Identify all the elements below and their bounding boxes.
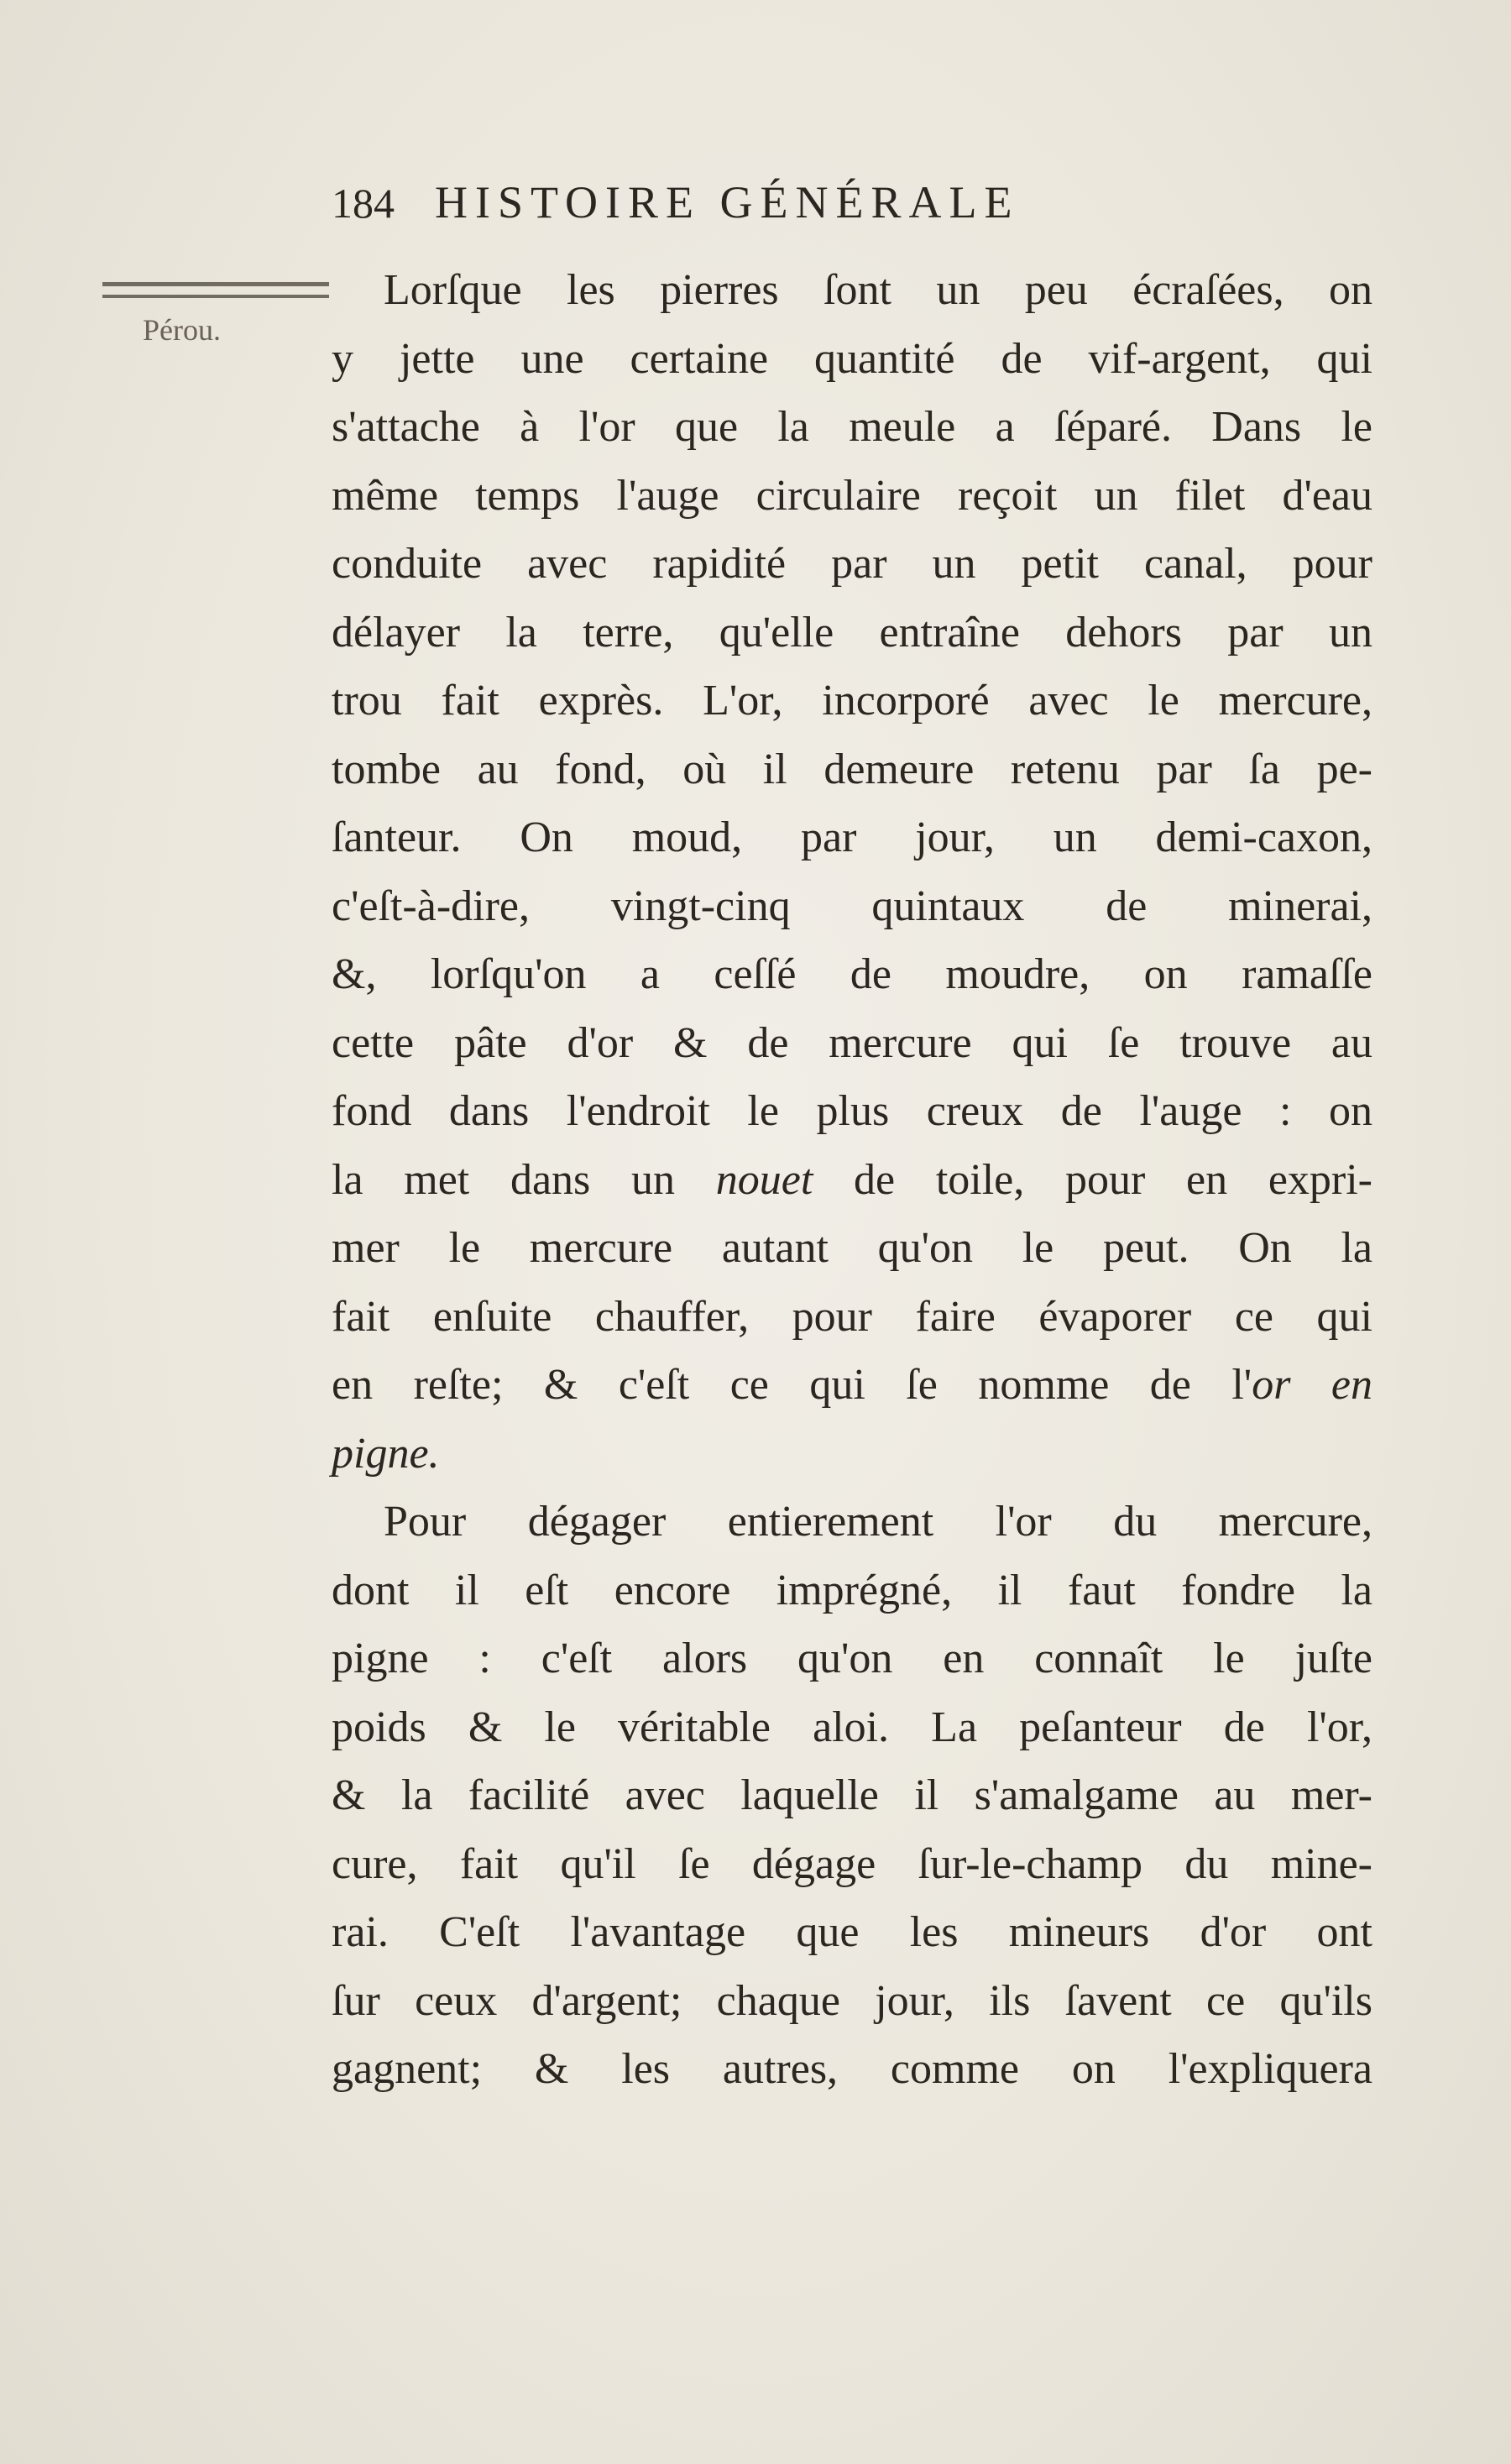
text-segment: mer le mercure autant qu'on le peut. On la [332, 1224, 1372, 1272]
text-line [332, 1630, 1372, 1699]
text-segment: dont il eſt encore imprégné, il faut fondre la [332, 1566, 1372, 1614]
text-line [332, 1904, 1372, 1973]
running-header [332, 176, 1238, 228]
text-segment: fond dans l'endroit le plus creux de l'auge : on [332, 1087, 1372, 1135]
text-line [332, 399, 1372, 468]
text-line [332, 809, 1372, 878]
text-line [332, 331, 1372, 400]
text-segment: fait enſuite chauffer, pour faire évaporer ce qui [332, 1292, 1372, 1341]
text-segment: ſanteur. On moud, par jour, un demi-caxon, [332, 813, 1372, 861]
text-segment: délayer la terre, qu'elle entraîne dehors par un [332, 608, 1372, 657]
text-segment: Lorſque les pierres ſont un peu écraſées, on [384, 266, 1372, 314]
text-segment: même temps l'auge circulaire reçoit un filet d'eau [332, 471, 1372, 520]
text-line [332, 1699, 1372, 1768]
text-line [332, 1220, 1372, 1289]
text-segment: c'eſt-à-dire, vingt-cinq quintaux de minerai, [332, 881, 1372, 930]
text-segment: pigne : c'eſt alors qu'on en connaît le juſte [332, 1635, 1372, 1682]
text-line [332, 878, 1372, 947]
running-title: HISTOIRE GÉNÉRALE [435, 177, 1020, 228]
text-segment: & la facilité avec laquelle il s'amalgame au mer- [332, 1771, 1372, 1819]
text-segment: en reſte; & c'eſt ce qui ſe nomme de l' [332, 1361, 1252, 1409]
italic-text: pigne. [332, 1429, 440, 1478]
text-line [332, 1426, 1372, 1494]
text-line [332, 672, 1372, 741]
text-line [332, 1836, 1372, 1905]
text-line [332, 2041, 1372, 2110]
text-line [332, 468, 1372, 536]
text-segment: tombe au fond, où il demeure retenu par ſa pe- [332, 745, 1372, 793]
text-line [332, 604, 1372, 673]
text-line [332, 1289, 1372, 1358]
margin-rule [102, 282, 329, 298]
text-line [332, 1973, 1372, 2042]
text-line [332, 1015, 1372, 1084]
text-segment: y jette une certaine quantité de vif-argent, qui [332, 334, 1372, 383]
text-segment: s'attache à l'or que la meule a ſéparé. Dans le [332, 403, 1372, 451]
text-segment: gagnent; & les autres, comme on l'expliquera [332, 2045, 1372, 2093]
italic-text: or en [1252, 1361, 1372, 1409]
text-line [332, 1767, 1372, 1836]
text-line [332, 1152, 1372, 1221]
text-segment: cure, fait qu'il ſe dégage ſur-le-champ du mine- [332, 1839, 1372, 1888]
text-segment: &, lorſqu'on a ceſſé de moudre, on ramaſſe [332, 950, 1372, 998]
text-line [332, 262, 1372, 331]
text-segment: Pour dégager entierement l'or du mercure, [384, 1498, 1372, 1546]
text-line [332, 1562, 1372, 1631]
text-segment: cette pâte d'or & de mercure qui ſe trouve au [332, 1018, 1372, 1067]
text-line [332, 946, 1372, 1015]
text-segment: la met dans un [332, 1155, 716, 1204]
text-line [332, 536, 1372, 604]
text-line [332, 1083, 1372, 1152]
margin-note: Pérou. [143, 313, 221, 347]
text-segment: conduite avec rapidité par un petit canal, pour [332, 540, 1372, 588]
text-segment: ſur ceux d'argent; chaque jour, ils ſavent ce qu'ils [332, 1976, 1372, 2025]
text-line [332, 1357, 1372, 1426]
text-line [332, 741, 1372, 810]
text-line [332, 1494, 1372, 1562]
text-segment: de toile, pour en expri- [813, 1155, 1372, 1204]
italic-text: nouet [715, 1155, 813, 1204]
page-number: 184 [332, 180, 395, 227]
body-text [332, 262, 1372, 2110]
text-segment: trou fait exprès. L'or, incorporé avec le mercure, [332, 677, 1372, 725]
text-segment: rai. C'eſt l'avantage que les mineurs d'or ont [332, 1908, 1372, 1956]
text-segment: poids & le véritable aloi. La peſanteur de l'or, [332, 1703, 1372, 1751]
